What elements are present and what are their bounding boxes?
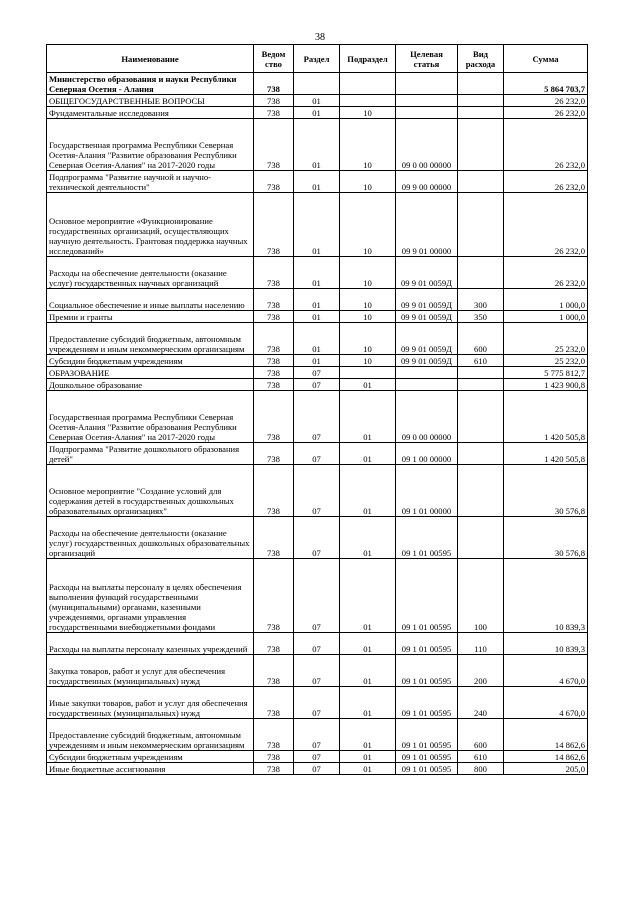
cell-razdel: 01 [294,193,340,257]
cell-celevaya: 09 1 01 00595 [396,751,458,763]
cell-summa: 10 839,3 [504,633,588,655]
cell-summa: 4 670,0 [504,687,588,719]
cell-vid: 350 [458,311,504,323]
cell-vid [458,119,504,171]
cell-vid [458,379,504,391]
cell-vedomstvo: 738 [254,633,294,655]
cell-celevaya: 09 9 01 00000 [396,193,458,257]
cell-vid [458,193,504,257]
cell-summa: 5 775 812,7 [504,367,588,379]
cell-podrazdel: 01 [340,391,396,443]
page-number: 38 [315,32,325,43]
cell-podrazdel: 01 [340,655,396,687]
cell-summa: 1 420 505,8 [504,443,588,465]
cell-podrazdel [340,73,396,95]
cell-summa: 1 420 505,8 [504,391,588,443]
cell-vid: 110 [458,633,504,655]
cell-vid [458,517,504,559]
cell-razdel: 07 [294,687,340,719]
cell-summa: 30 576,8 [504,465,588,517]
table-row [47,257,588,289]
cell-podrazdel: 01 [340,517,396,559]
cell-razdel: 01 [294,107,340,119]
cell-celevaya [396,73,458,95]
cell-name: Подпрограмма "Развитие научной и научно-технической деятельности" [47,171,254,193]
cell-razdel: 07 [294,655,340,687]
cell-podrazdel: 10 [340,119,396,171]
cell-name: Государственная программа Республики Северная Осетия-Алания "Развитие образования Республики Северная Осетия-Алания" на 2017-2020 годы [47,119,254,171]
cell-name: Министерство образования и науки Республики Северная Осетия - Алания [47,73,254,95]
cell-summa: 14 862,6 [504,719,588,751]
cell-vid [458,257,504,289]
cell-vid [458,107,504,119]
cell-name: Субсидии бюджетным учреждениям [47,355,254,367]
cell-celevaya [396,107,458,119]
cell-summa: 26 232,0 [504,119,588,171]
cell-vedomstvo: 738 [254,171,294,193]
cell-name: Субсидии бюджетным учреждениям [47,751,254,763]
cell-vid [458,465,504,517]
cell-celevaya: 09 1 01 00595 [396,719,458,751]
cell-vedomstvo: 738 [254,107,294,119]
cell-name: Дошкольное образование [47,379,254,391]
table-row [47,379,588,391]
cell-razdel: 07 [294,367,340,379]
cell-vedomstvo: 738 [254,517,294,559]
table-row [47,95,588,107]
cell-name: Расходы на выплаты персоналу казенных учреждений [47,633,254,655]
header-summa: Сумма [504,45,588,73]
cell-name: Расходы на обеспечение деятельности (оказание услуг) государственных дошкольных образовательных организаций [47,517,254,559]
cell-celevaya: 09 9 01 0059Д [396,289,458,311]
cell-name: Предоставление субсидий бюджетным, автономным учреждениям и иным некоммерческим организациям [47,719,254,751]
cell-summa: 4 670,0 [504,655,588,687]
table-row [47,107,588,119]
cell-vid: 300 [458,289,504,311]
cell-razdel: 01 [294,289,340,311]
cell-podrazdel: 01 [340,633,396,655]
header-podrazdel: Подраздел [340,45,396,73]
cell-vedomstvo: 738 [254,355,294,367]
cell-summa: 30 576,8 [504,517,588,559]
table-row [47,633,588,655]
cell-podrazdel: 10 [340,323,396,355]
cell-summa: 10 839,3 [504,559,588,633]
cell-summa: 26 232,0 [504,107,588,119]
budget-table [46,44,588,775]
cell-name: Фундаментальные исследования [47,107,254,119]
cell-vid [458,443,504,465]
cell-vedomstvo: 738 [254,289,294,311]
header-vedomstvo: Ведом ство [254,45,294,73]
cell-summa: 26 232,0 [504,95,588,107]
cell-razdel: 01 [294,95,340,107]
table-row [47,119,588,171]
cell-podrazdel: 01 [340,559,396,633]
cell-razdel: 01 [294,323,340,355]
cell-celevaya: 09 9 01 0059Д [396,323,458,355]
cell-podrazdel: 10 [340,257,396,289]
cell-razdel: 01 [294,171,340,193]
cell-vedomstvo: 738 [254,465,294,517]
cell-summa: 1 423 900,8 [504,379,588,391]
cell-razdel: 07 [294,633,340,655]
cell-summa: 205,0 [504,763,588,775]
cell-name: Государственная программа Республики Северная Осетия-Алания "Развитие образования Республики Северная Осетия-Алания" на 2017-2020 годы [47,391,254,443]
cell-razdel: 07 [294,465,340,517]
cell-razdel: 07 [294,719,340,751]
cell-razdel: 01 [294,257,340,289]
cell-vedomstvo: 738 [254,655,294,687]
cell-podrazdel: 10 [340,193,396,257]
cell-name: ОБЩЕГОСУДАРСТВЕННЫЕ ВОПРОСЫ [47,95,254,107]
cell-vid: 240 [458,687,504,719]
cell-vedomstvo: 738 [254,95,294,107]
cell-vedomstvo: 738 [254,311,294,323]
cell-podrazdel: 01 [340,719,396,751]
cell-celevaya: 09 9 01 0059Д [396,355,458,367]
cell-razdel: 01 [294,119,340,171]
cell-podrazdel [340,95,396,107]
table-row [47,687,588,719]
cell-podrazdel: 01 [340,443,396,465]
table-row [47,367,588,379]
cell-summa: 26 232,0 [504,193,588,257]
table-row [47,311,588,323]
cell-vid: 600 [458,719,504,751]
cell-name: Расходы на выплаты персоналу в целях обеспечения выполнения функций государственными (муниципальными) органами, казенными учреждениями, органами управления государственными внебюджетными фондами [47,559,254,633]
table-row [47,355,588,367]
cell-vid [458,73,504,95]
cell-celevaya: 09 0 00 00000 [396,391,458,443]
cell-celevaya [396,95,458,107]
cell-celevaya: 09 1 01 00595 [396,633,458,655]
cell-summa: 26 232,0 [504,171,588,193]
cell-razdel: 07 [294,379,340,391]
cell-vedomstvo: 738 [254,323,294,355]
table-row [47,323,588,355]
cell-name: Премии и гранты [47,311,254,323]
cell-celevaya: 09 1 01 00595 [396,655,458,687]
cell-vedomstvo: 738 [254,687,294,719]
cell-vedomstvo: 738 [254,379,294,391]
cell-vid [458,95,504,107]
cell-podrazdel: 01 [340,763,396,775]
cell-razdel: 01 [294,311,340,323]
cell-name: Иные бюджетные ассигнования [47,763,254,775]
cell-vedomstvo: 738 [254,751,294,763]
cell-celevaya: 09 1 01 00000 [396,465,458,517]
table-row [47,559,588,633]
cell-vid: 800 [458,763,504,775]
cell-razdel: 07 [294,443,340,465]
table-row [47,719,588,751]
cell-name: Предоставление субсидий бюджетным, автономным учреждениям и иным некоммерческим организациям [47,323,254,355]
cell-podrazdel: 10 [340,311,396,323]
table-row [47,517,588,559]
table-row [47,193,588,257]
cell-summa: 1 000,0 [504,289,588,311]
cell-celevaya: 09 1 01 00595 [396,559,458,633]
cell-celevaya [396,367,458,379]
cell-razdel: 07 [294,391,340,443]
cell-podrazdel: 01 [340,751,396,763]
cell-vedomstvo: 738 [254,257,294,289]
cell-razdel [294,73,340,95]
cell-celevaya: 09 1 01 00595 [396,763,458,775]
table-row [47,443,588,465]
cell-vedomstvo: 738 [254,443,294,465]
cell-vid: 610 [458,751,504,763]
cell-podrazdel: 10 [340,289,396,311]
cell-name: Социальное обеспечение и иные выплаты населению [47,289,254,311]
cell-name: Основное мероприятие «Функционирование государственных организаций, осуществляющих научную деятельность. Грантовая поддержка научных исследований» [47,193,254,257]
table-row [47,763,588,775]
cell-summa: 14 862,6 [504,751,588,763]
cell-razdel: 01 [294,355,340,367]
header-name: Наименование [47,45,254,73]
cell-celevaya: 09 1 01 00595 [396,687,458,719]
header-razdel: Раздел [294,45,340,73]
cell-vid: 610 [458,355,504,367]
cell-vedomstvo: 738 [254,763,294,775]
cell-podrazdel: 10 [340,171,396,193]
table-row [47,289,588,311]
cell-podrazdel: 10 [340,355,396,367]
table-row [47,391,588,443]
table-row [47,751,588,763]
cell-name: Закупка товаров, работ и услуг для обеспечения государственных (муниципальных) нужд [47,655,254,687]
table-row [47,465,588,517]
cell-name: Иные закупки товаров, работ и услуг для обеспечения государственных (муниципальных) нужд [47,687,254,719]
cell-vedomstvo: 738 [254,193,294,257]
header-celevaya: Целевая статья [396,45,458,73]
table-header-row [47,45,588,73]
table-row [47,171,588,193]
cell-summa: 5 864 703,7 [504,73,588,95]
cell-vid [458,391,504,443]
header-vid: Вид расхода [458,45,504,73]
cell-name: Подпрограмма "Развитие дошкольного образования детей" [47,443,254,465]
table-row [47,73,588,95]
cell-vedomstvo: 738 [254,391,294,443]
cell-vid: 200 [458,655,504,687]
cell-podrazdel: 10 [340,107,396,119]
table-row [47,655,588,687]
cell-name: Расходы на обеспечение деятельности (оказание услуг) государственных научных организаций [47,257,254,289]
cell-summa: 26 232,0 [504,257,588,289]
cell-podrazdel: 01 [340,465,396,517]
cell-podrazdel: 01 [340,687,396,719]
cell-celevaya [396,379,458,391]
cell-vid: 600 [458,323,504,355]
cell-summa: 25 232,0 [504,323,588,355]
cell-vid [458,367,504,379]
cell-razdel: 07 [294,763,340,775]
cell-razdel: 07 [294,751,340,763]
cell-celevaya: 09 1 01 00595 [396,517,458,559]
cell-vedomstvo: 738 [254,119,294,171]
cell-podrazdel [340,367,396,379]
cell-celevaya: 09 0 00 00000 [396,119,458,171]
cell-summa: 25 232,0 [504,355,588,367]
cell-vedomstvo: 738 [254,719,294,751]
cell-vid [458,171,504,193]
cell-summa: 1 000,0 [504,311,588,323]
cell-vid: 100 [458,559,504,633]
cell-celevaya: 09 1 00 00000 [396,443,458,465]
cell-vedomstvo: 738 [254,367,294,379]
cell-celevaya: 09 9 00 00000 [396,171,458,193]
cell-podrazdel: 01 [340,379,396,391]
cell-razdel: 07 [294,517,340,559]
cell-name: Основное мероприятие "Создание условий для содержания детей в государственных дошкольных образовательных организациях" [47,465,254,517]
cell-vedomstvo: 738 [254,73,294,95]
cell-celevaya: 09 9 01 0059Д [396,257,458,289]
cell-razdel: 07 [294,559,340,633]
cell-celevaya: 09 9 01 0059Д [396,311,458,323]
cell-name: ОБРАЗОВАНИЕ [47,367,254,379]
cell-vedomstvo: 738 [254,559,294,633]
